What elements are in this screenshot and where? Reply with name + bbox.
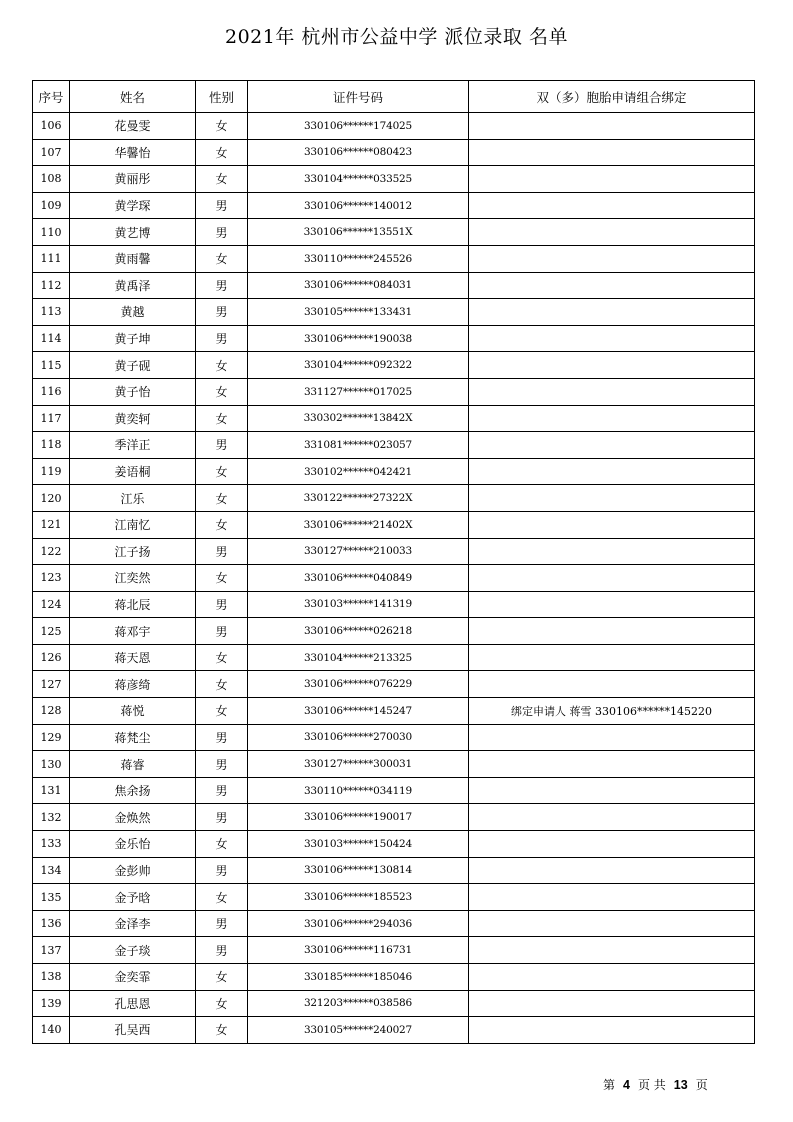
cell-name: 蒋北辰 [70,591,196,618]
cell-twin-binding [469,219,755,246]
cell-gender: 男 [196,325,248,352]
table-row [33,565,755,592]
cell-twin-binding [469,804,755,831]
cell-name: 金予晗 [70,884,196,911]
cell-gender: 男 [196,538,248,565]
cell-name: 花曼雯 [70,113,196,140]
cell-twin-binding [469,777,755,804]
header-gender: 性别 [196,81,248,113]
cell-gender: 女 [196,1017,248,1044]
cell-name: 金焕然 [70,804,196,831]
header-serial: 序号 [33,81,70,113]
cell-id-number: 330106******294036 [248,910,469,937]
cell-name: 江奕然 [70,565,196,592]
table-row [33,857,755,884]
cell-twin-binding [469,591,755,618]
cell-twin-binding [469,831,755,858]
cell-twin-binding [469,299,755,326]
table-row [33,777,755,804]
cell-twin-binding [469,245,755,272]
cell-twin-binding [469,565,755,592]
total-pages-number: 13 [673,1078,688,1092]
cell-name: 金子琰 [70,937,196,964]
cell-gender: 男 [196,804,248,831]
cell-gender: 女 [196,964,248,991]
cell-gender: 女 [196,352,248,379]
cell-serial: 134 [33,857,70,884]
table-row [33,219,755,246]
table-row [33,272,755,299]
cell-gender: 男 [196,591,248,618]
cell-id-number: 331081******023057 [248,432,469,459]
cell-id-number: 330105******240027 [248,1017,469,1044]
cell-name: 孔思恩 [70,990,196,1017]
cell-serial: 110 [33,219,70,246]
cell-id-number: 330106******026218 [248,618,469,645]
cell-gender: 男 [196,299,248,326]
cell-gender: 女 [196,831,248,858]
cell-gender: 男 [196,724,248,751]
cell-twin-binding [469,1017,755,1044]
cell-twin-binding [469,352,755,379]
cell-serial: 128 [33,698,70,725]
table-row [33,990,755,1017]
cell-name: 黄奕轲 [70,405,196,432]
cell-id-number: 330106******130814 [248,857,469,884]
cell-serial: 118 [33,432,70,459]
cell-name: 蒋天恩 [70,644,196,671]
table-row [33,405,755,432]
cell-gender: 男 [196,777,248,804]
table-row [33,538,755,565]
cell-name: 季洋正 [70,432,196,459]
table-row [33,831,755,858]
current-page-number: 4 [623,1078,630,1092]
cell-twin-binding [469,644,755,671]
footer-middle: 页 共 [637,1078,666,1092]
cell-gender: 男 [196,432,248,459]
cell-name: 姜语桐 [70,458,196,485]
cell-twin-binding [469,166,755,193]
cell-id-number: 330106******185523 [248,884,469,911]
cell-id-number: 330122******27322X [248,485,469,512]
cell-id-number: 330106******174025 [248,113,469,140]
table-row [33,964,755,991]
cell-twin-binding [469,618,755,645]
cell-name: 江南忆 [70,511,196,538]
page-footer [603,1076,708,1093]
cell-id-number: 330127******210033 [248,538,469,565]
cell-name: 金奕霏 [70,964,196,991]
cell-id-number: 331127******017025 [248,378,469,405]
cell-gender: 男 [196,751,248,778]
cell-serial: 123 [33,565,70,592]
cell-serial: 124 [33,591,70,618]
cell-gender: 男 [196,272,248,299]
cell-id-number: 330103******150424 [248,831,469,858]
table-row [33,166,755,193]
cell-id-number: 330106******040849 [248,565,469,592]
cell-id-number: 330106******21402X [248,511,469,538]
cell-id-number: 330102******042421 [248,458,469,485]
cell-serial: 130 [33,751,70,778]
cell-name: 蒋梵尘 [70,724,196,751]
cell-id-number: 330106******084031 [248,272,469,299]
cell-serial: 132 [33,804,70,831]
cell-id-number: 330106******116731 [248,937,469,964]
cell-name: 黄学琛 [70,192,196,219]
table-row [33,378,755,405]
footer-prefix: 第 [603,1078,616,1092]
cell-twin-binding [469,671,755,698]
cell-id-number: 330185******185046 [248,964,469,991]
table-row [33,698,755,725]
cell-gender: 女 [196,139,248,166]
cell-twin-binding [469,751,755,778]
cell-serial: 114 [33,325,70,352]
cell-gender: 男 [196,937,248,964]
cell-name: 江乐 [70,485,196,512]
cell-serial: 126 [33,644,70,671]
table-row [33,804,755,831]
cell-gender: 女 [196,884,248,911]
cell-name: 华馨怡 [70,139,196,166]
cell-id-number: 330104******033525 [248,166,469,193]
cell-serial: 131 [33,777,70,804]
cell-gender: 女 [196,113,248,140]
cell-gender: 男 [196,219,248,246]
cell-id-number: 330127******300031 [248,751,469,778]
cell-serial: 112 [33,272,70,299]
cell-id-number: 330105******133431 [248,299,469,326]
cell-name: 黄雨馨 [70,245,196,272]
footer-suffix: 页 [695,1078,708,1092]
cell-name: 蒋邓宇 [70,618,196,645]
table-row [33,192,755,219]
cell-gender: 女 [196,990,248,1017]
table-row [33,644,755,671]
cell-twin-binding [469,458,755,485]
cell-serial: 139 [33,990,70,1017]
cell-serial: 113 [33,299,70,326]
cell-id-number: 330106******13551X [248,219,469,246]
cell-serial: 138 [33,964,70,991]
cell-id-number: 330110******034119 [248,777,469,804]
cell-twin-binding [469,964,755,991]
cell-serial: 106 [33,113,70,140]
table-header-row [33,81,755,113]
cell-twin-binding [469,857,755,884]
cell-gender: 女 [196,511,248,538]
cell-serial: 133 [33,831,70,858]
cell-twin-binding [469,990,755,1017]
page-title: 2021年 杭州市公益中学 派位录取 名单 [225,26,568,48]
cell-twin-binding [469,405,755,432]
cell-twin-binding [469,538,755,565]
table-body [33,113,755,1044]
cell-name: 黄子怡 [70,378,196,405]
cell-gender: 女 [196,671,248,698]
cell-id-number: 330106******076229 [248,671,469,698]
cell-gender: 女 [196,245,248,272]
table-row [33,113,755,140]
cell-gender: 男 [196,910,248,937]
cell-serial: 135 [33,884,70,911]
cell-twin-binding [469,113,755,140]
cell-id-number: 330103******141319 [248,591,469,618]
table-row [33,299,755,326]
cell-serial: 129 [33,724,70,751]
cell-serial: 125 [33,618,70,645]
cell-name: 金彭帅 [70,857,196,884]
cell-twin-binding [469,325,755,352]
cell-twin-binding [469,937,755,964]
cell-serial: 120 [33,485,70,512]
cell-gender: 女 [196,405,248,432]
cell-name: 黄丽彤 [70,166,196,193]
cell-id-number: 330106******190038 [248,325,469,352]
cell-serial: 121 [33,511,70,538]
cell-name: 黄禹泽 [70,272,196,299]
cell-gender: 男 [196,857,248,884]
table-row [33,139,755,166]
cell-twin-binding: 绑定申请人 蒋雪 330106******145220 [469,698,755,725]
cell-name: 蒋彦绮 [70,671,196,698]
cell-id-number: 330302******13842X [248,405,469,432]
admission-table [32,80,755,1044]
table-row [33,591,755,618]
cell-id-number: 330106******140012 [248,192,469,219]
cell-id-number: 330104******092322 [248,352,469,379]
cell-id-number: 330106******145247 [248,698,469,725]
cell-name: 黄越 [70,299,196,326]
table-row [33,1017,755,1044]
cell-name: 焦余扬 [70,777,196,804]
cell-serial: 140 [33,1017,70,1044]
header-twin-binding: 双（多）胞胎申请组合绑定 [469,81,755,113]
cell-serial: 137 [33,937,70,964]
header-id-number: 证件号码 [248,81,469,113]
cell-name: 金乐怡 [70,831,196,858]
cell-twin-binding [469,511,755,538]
cell-serial: 136 [33,910,70,937]
cell-serial: 111 [33,245,70,272]
table-row [33,245,755,272]
header-name: 姓名 [70,81,196,113]
cell-twin-binding [469,139,755,166]
cell-twin-binding [469,724,755,751]
cell-serial: 117 [33,405,70,432]
cell-id-number: 330106******080423 [248,139,469,166]
cell-id-number: 330110******245526 [248,245,469,272]
table-row [33,458,755,485]
table-row [33,325,755,352]
table-row [33,671,755,698]
table-row [33,618,755,645]
cell-gender: 女 [196,485,248,512]
cell-twin-binding [469,485,755,512]
cell-serial: 116 [33,378,70,405]
cell-name: 金泽李 [70,910,196,937]
cell-twin-binding [469,378,755,405]
table-row [33,485,755,512]
cell-id-number: 330106******270030 [248,724,469,751]
table-row [33,511,755,538]
cell-gender: 男 [196,618,248,645]
cell-serial: 109 [33,192,70,219]
cell-gender: 女 [196,458,248,485]
cell-serial: 115 [33,352,70,379]
cell-serial: 119 [33,458,70,485]
cell-serial: 107 [33,139,70,166]
cell-gender: 男 [196,192,248,219]
cell-serial: 127 [33,671,70,698]
cell-gender: 女 [196,698,248,725]
cell-name: 蒋睿 [70,751,196,778]
table-row [33,724,755,751]
cell-id-number: 330104******213325 [248,644,469,671]
cell-gender: 女 [196,166,248,193]
cell-name: 孔吴西 [70,1017,196,1044]
cell-name: 黄子坤 [70,325,196,352]
table-row [33,352,755,379]
cell-id-number: 330106******190017 [248,804,469,831]
cell-twin-binding [469,272,755,299]
cell-twin-binding [469,910,755,937]
cell-name: 黄艺博 [70,219,196,246]
cell-twin-binding [469,432,755,459]
cell-name: 蒋悦 [70,698,196,725]
cell-name: 江子扬 [70,538,196,565]
cell-gender: 女 [196,378,248,405]
cell-serial: 108 [33,166,70,193]
cell-name: 黄子砚 [70,352,196,379]
table-row [33,937,755,964]
cell-gender: 女 [196,565,248,592]
table-row [33,884,755,911]
table-row [33,432,755,459]
cell-id-number: 321203******038586 [248,990,469,1017]
cell-twin-binding [469,884,755,911]
cell-twin-binding [469,192,755,219]
table-row [33,751,755,778]
cell-gender: 女 [196,644,248,671]
cell-serial: 122 [33,538,70,565]
table-row [33,910,755,937]
